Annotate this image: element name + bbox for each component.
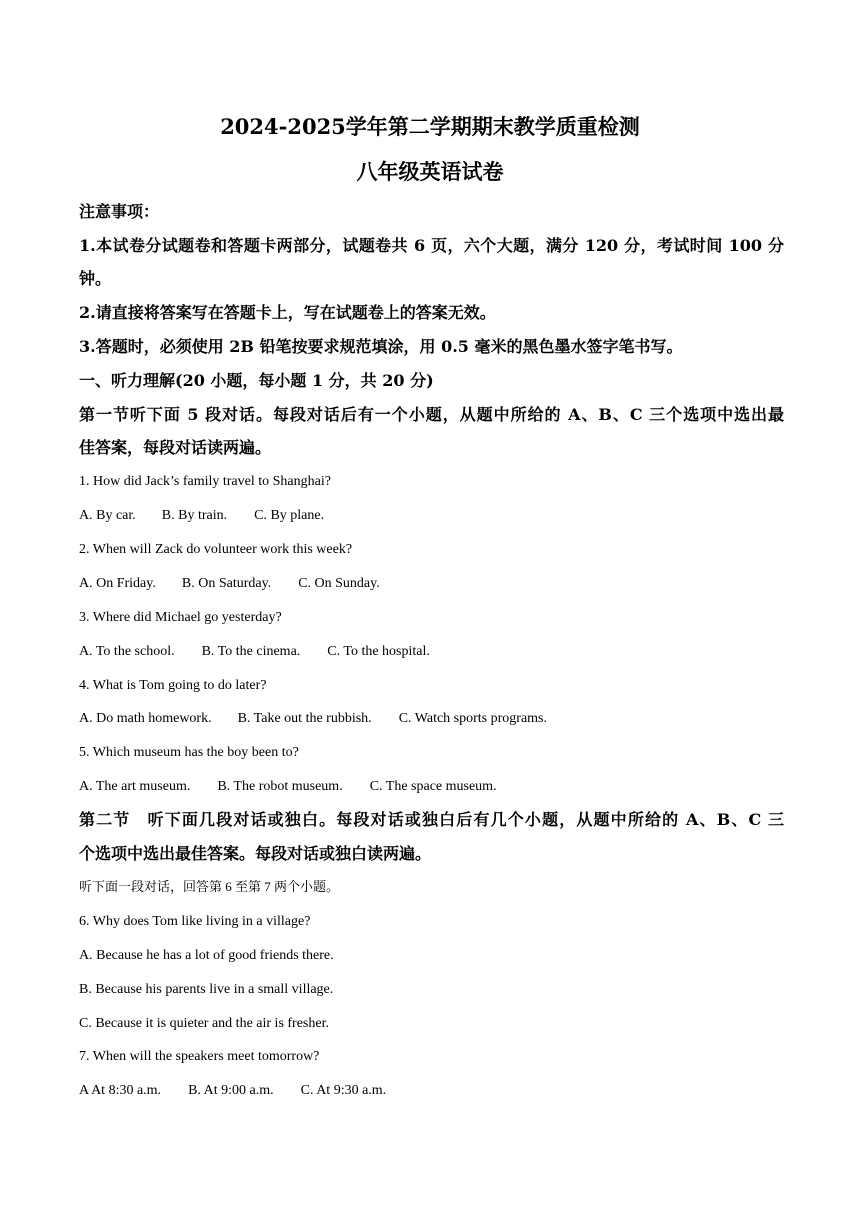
option-a: A. Do math homework. [79,711,212,726]
question-6-option-b: B. Because his parents live in a small village. [79,982,334,997]
question-1-options [79,506,784,526]
exam-title: 2024-2025学年第二学期期末教学质重检测 [220,114,640,139]
question-6: 6. Why does Tom like living in a village? [79,914,311,929]
option-c: C. The space museum. [369,779,497,794]
question-6-option-c: C. Because it is quieter and the air is fresher. [79,1016,329,1031]
notice-item-1: 1.本试卷分试题卷和答题卡两部分，试题卷共 6 页，六个大题，满分 120 分，考试时间 100 分 [79,236,784,255]
section2-instructions: 第二节 听下面几段对话或独白。每段对话或独白后有几个小题，从题中所给的 A、B、C 三 [79,810,784,829]
notice-heading: 注意事项： [79,202,160,221]
option-c: C. By plane. [254,508,325,523]
question-6-option-a: A. Because he has a lot of good friends there. [79,948,334,963]
question-3-options [79,642,784,662]
option-c: C. On Sunday. [298,576,380,591]
section1-instructions-cont: 佳答案，每段对话读两遍。 [79,438,272,457]
question-7-options [79,1081,784,1101]
question-5-options [79,777,784,797]
question-2-options [79,574,784,594]
option-b: B. The robot museum. [217,779,343,794]
notice-item-3: 3.答题时，必须使用 2B 铅笔按要求规范填涂，用 0.5 毫米的黑色墨水签字笔书写。 [79,337,683,356]
part1-heading: 一、听力理解(20 小题，每小题 1 分，共 20 分) [79,371,434,390]
question-4-options [79,709,784,729]
option-b: B. At 9:00 a.m. [188,1083,274,1098]
option-c: C. Watch sports programs. [398,711,548,726]
option-a: A. To the school. [79,644,175,659]
option-a: A. By car. [79,508,136,523]
option-b: B. To the cinema. [201,644,301,659]
question-4: 4. What is Tom going to do later? [79,678,267,693]
question-1: 1. How did Jack’s family travel to Shanghai? [79,474,331,489]
option-b: B. On Saturday. [181,576,272,591]
option-a: A. The art museum. [79,779,191,794]
question-5: 5. Which museum has the boy been to? [79,745,299,760]
notice-item-2: 2.请直接将答案写在答题卡上，写在试题卷上的答案无效。 [79,303,496,322]
exam-subtitle: 八年级英语试卷 [356,159,504,184]
section1-instructions: 第一节听下面 5 段对话。每段对话后有一个小题，从题中所给的 A、B、C 三个选项中选出最 [79,405,784,424]
option-c: C. At 9:30 a.m. [300,1083,387,1098]
option-b: B. By train. [161,508,228,523]
option-b: B. Take out the rubbish. [237,711,372,726]
option-c: C. To the hospital. [327,644,430,659]
notice-item-1-cont: 钟。 [79,269,112,288]
question-2: 2. When will Zack do volunteer work this week? [79,542,353,557]
question-3: 3. Where did Michael go yesterday? [79,610,282,625]
option-a: A At 8:30 a.m. [79,1083,162,1098]
dialog-intro: 听下面一段对话，回答第 6 至第 7 两个小题。 [79,879,340,894]
option-a: A. On Friday. [79,576,156,591]
section2-instructions-cont: 个选项中选出最佳答案。每段对话或独白读两遍。 [79,844,432,863]
question-7: 7. When will the speakers meet tomorrow? [79,1049,320,1064]
